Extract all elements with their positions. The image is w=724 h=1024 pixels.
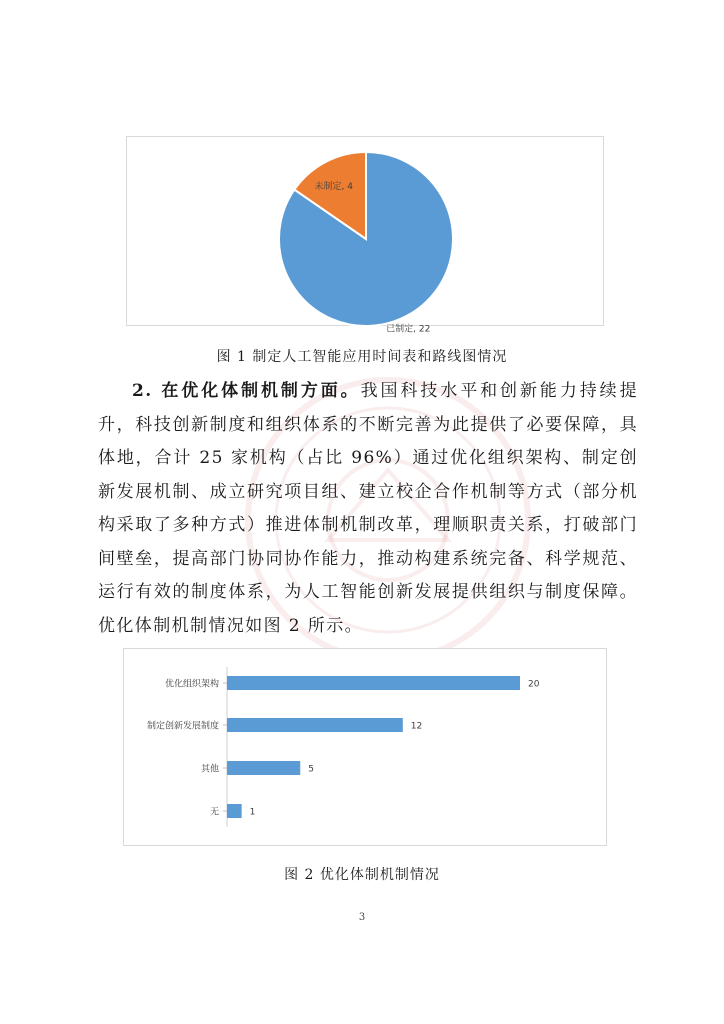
bar-chart-container [123, 648, 607, 846]
bar-value-label: 1 [249, 807, 256, 818]
figure-1-caption: 图 1 制定人工智能应用时间表和路线图情况 [216, 349, 508, 365]
bar-制定创新发展制度 [227, 718, 403, 732]
bar-value-label: 12 [410, 721, 423, 732]
bar-无 [227, 804, 242, 818]
section-heading: 2. 在优化体制机制方面。 [132, 381, 361, 401]
bar-其他 [227, 761, 300, 775]
bar-value-label: 5 [308, 764, 314, 775]
bar-value-label: 20 [528, 679, 540, 690]
pie-chart-container [126, 136, 604, 335]
pie-data-label: 未制定, 4 [314, 181, 353, 192]
bar-优化组织架构 [227, 676, 520, 690]
page-number: 3 [358, 912, 366, 923]
bar-category-label: 其他 [200, 764, 219, 775]
section-text: 我国科技水平和创新能力持续提升，科技创新制度和组织体系的不断完善为此提供了必要保障，具体地，合计 25 家机构（占比 96%）通过优化组织架构、制定创新发展机制、成立研究项目组、建立校企合作机制等方式（部分机构采取了多种方式）推进体制机制改革，理顺职责关系，打破部门间壁垒，提高部门协同协作能力，推动构建系统完备、科学规范、运行有效的制度体系，为人工智能创新发展提供组织与制度保障。优化体制机制情况如图 2 所示。 [98, 381, 638, 636]
bar-category-label: 优化组织架构 [164, 679, 219, 690]
pie-data-label: 已制定, 22 [386, 324, 431, 335]
figure-2-caption: 图 2 优化体制机制情况 [284, 867, 440, 883]
bar-chart [124, 649, 606, 845]
body-paragraph [98, 375, 638, 643]
bar-category-label: 制定创新发展制度 [146, 721, 219, 732]
pie-chart [127, 137, 603, 335]
bar-category-label: 无 [209, 807, 219, 818]
